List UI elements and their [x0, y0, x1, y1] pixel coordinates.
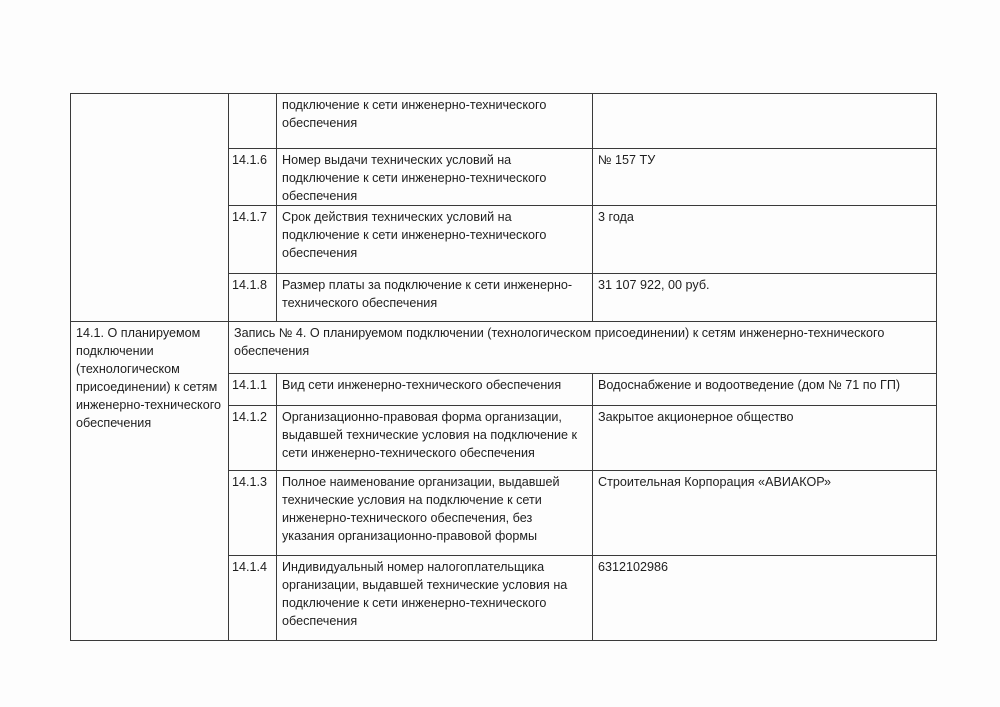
row-number: 14.1.8: [229, 274, 277, 322]
row-number: 14.1.3: [229, 471, 277, 556]
row-label: Полное наименование организации, выдавшей технические условия на подключение к сети инженерно-технического обеспечения, без указания организационно-правовой формы: [277, 471, 593, 556]
row-number: 14.1.1: [229, 374, 277, 406]
row-label: Номер выдачи технических условий на подключение к сети инженерно-технического обеспечения: [277, 149, 593, 206]
row-number: 14.1.6: [229, 149, 277, 206]
row-number: 14.1.2: [229, 406, 277, 471]
row-value: 6312102986: [593, 556, 937, 641]
row-label: Организационно-правовая форма организации, выдавшей технические условия на подключение к сети инженерно-технического обеспечения: [277, 406, 593, 471]
row-label: Размер платы за подключение к сети инженерно-технического обеспечения: [277, 274, 593, 322]
row-value: [593, 94, 937, 149]
row-value: 31 107 922, 00 руб.: [593, 274, 937, 322]
row-label: Срок действия технических условий на подключение к сети инженерно-технического обеспечения: [277, 206, 593, 274]
row-value: 3 года: [593, 206, 937, 274]
section-title: 14.1. О планируемом подключении (технологическом присоединении) к сетям инженерно-технического обеспечения: [71, 322, 229, 641]
row-value: Водоснабжение и водоотведение (дом № 71 по ГП): [593, 374, 937, 406]
row-value: Закрытое акционерное общество: [593, 406, 937, 471]
table-row: [71, 322, 937, 374]
row-label: Индивидуальный номер налогоплательщика организации, выдавшей технические условия на подключение к сети инженерно-технического обеспечения: [277, 556, 593, 641]
table-row: [71, 94, 937, 149]
empty-section-cell: [71, 94, 229, 322]
document-table: [70, 93, 937, 641]
row-number: [229, 94, 277, 149]
row-value: № 157 ТУ: [593, 149, 937, 206]
row-number: 14.1.7: [229, 206, 277, 274]
row-value: Строительная Корпорация «АВИАКОР»: [593, 471, 937, 556]
row-label: подключение к сети инженерно-технического обеспечения: [277, 94, 593, 149]
record-header: Запись № 4. О планируемом подключении (технологическом присоединении) к сетям инженерно-технического обеспечения: [229, 322, 937, 374]
row-number: 14.1.4: [229, 556, 277, 641]
row-label: Вид сети инженерно-технического обеспечения: [277, 374, 593, 406]
